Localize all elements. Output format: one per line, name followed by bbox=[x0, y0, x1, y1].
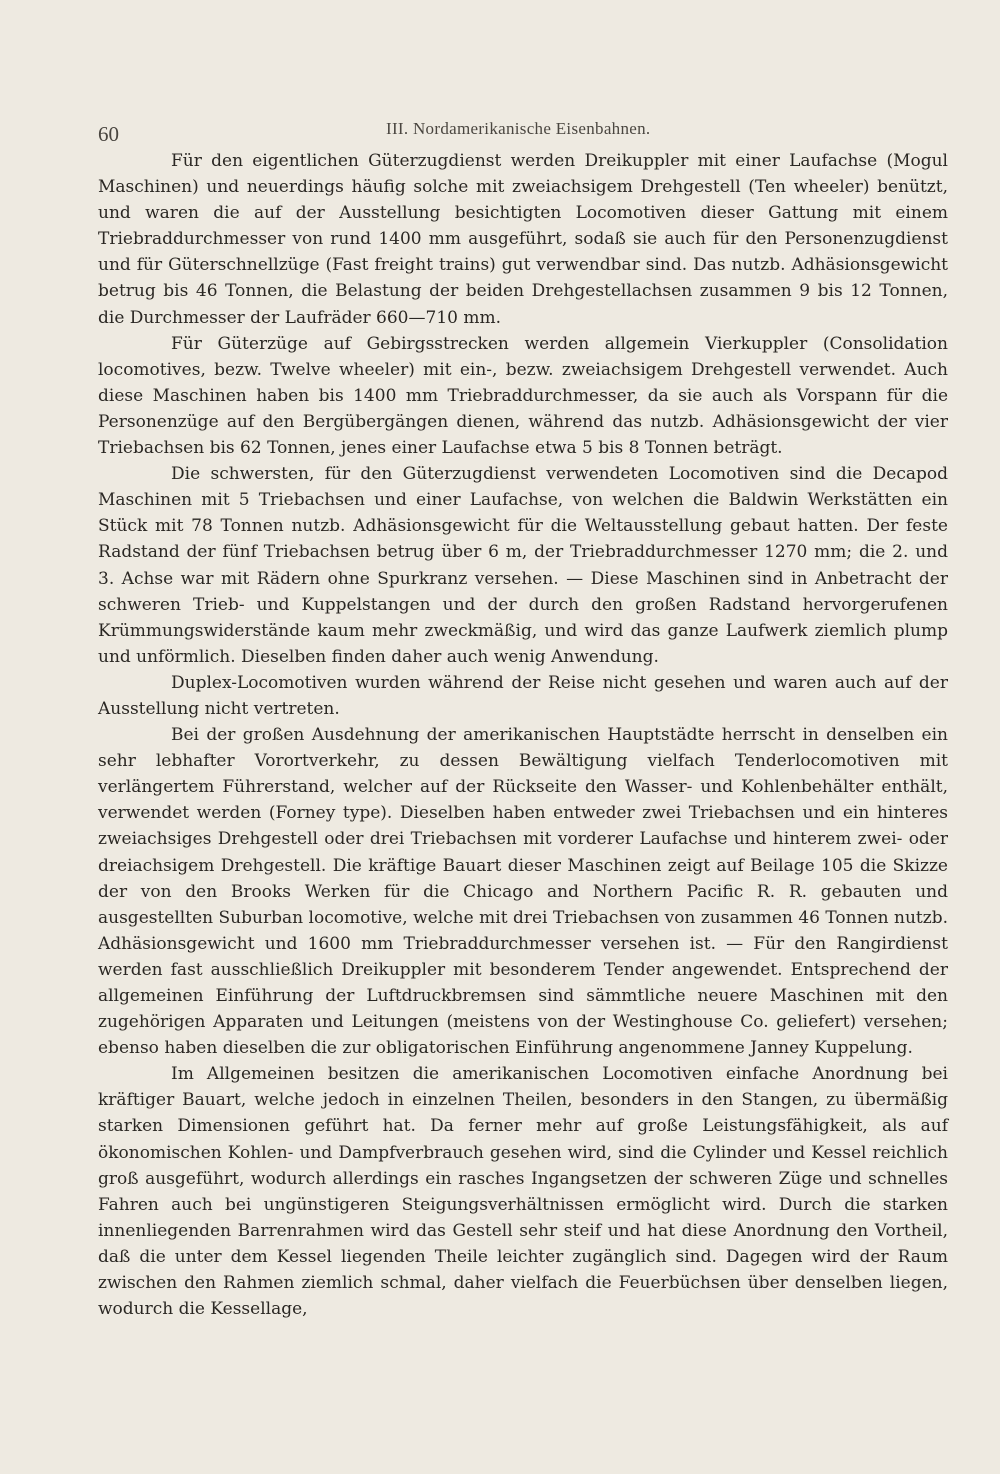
paragraph-freight-locomotives: Für den eigentlichen Güterzugdienst werden Dreikuppler mit einer Laufachse (Mogul Maschinen) und neuerdings häufig solche mit zweiachsigem Drehgestell (Ten wheeler) benützt, und waren die auf der Ausstellung besichtigten Locomotiven dieser Gattung mit einem Triebraddurchmesser von rund 1400 mm ausgeführt, sodaß sie auch für den Personenzugdienst und für Güterschnellzüge (Fast freight trains) gut verwendbar sind. Das nutzb. Adhäsionsgewicht betrug bis 46 Tonnen, die Belastung der beiden Drehgestellachsen zusammen 9 bis 12 Tonnen, die Durchmesser der Laufräder 660—710 mm. bbox=[98, 151, 948, 328]
paragraph-decapod-locomotives: Die schwersten, für den Güterzugdienst verwendeten Locomotiven sind die Decapod Maschinen mit 5 Triebachsen und einer Laufachse, von welchen die Baldwin Werkstätten ein Stück mit 78 Tonnen nutzb. Adhäsionsgewicht für die Weltausstellung gebaut hatten. Der feste Radstand der fünf Triebachsen betrug über 6 m, der Triebraddurchmesser 1270 mm; die 2. und 3. Achse war mit Rädern ohne Spurkranz versehen. — Diese Maschinen sind in Anbetracht der schweren Trieb- und Kuppelstangen und der durch den großen Radstand hervorgerufenen Krümmungswiderstände kaum mehr zweckmäßig, und wird das ganze Laufwerk ziemlich plump und unförmlich. Dieselben finden daher auch wenig Anwendung. bbox=[98, 464, 948, 667]
running-head bbox=[98, 100, 948, 146]
paragraph-duplex-locomotives: Duplex-Locomotiven wurden während der Reise nicht gesehen und waren auch auf der Ausstellung nicht vertreten. bbox=[98, 672, 948, 719]
body-text bbox=[98, 148, 948, 1322]
paragraph-mountain-locomotives: Für Güterzüge auf Gebirgsstrecken werden allgemein Vierkuppler (Consolidation locomotives, bezw. Twelve wheeler) mit ein-, bezw. zweiachsigem Drehgestell verwendet. Auch diese Maschinen haben bis 1400 mm Triebraddurchmesser, da sie auch als Vorspann für die Personenzüge auf den Bergübergängen dienen, während das nutzb. Adhäsionsgewicht der vier Triebachsen bis 62 Tonnen, jenes einer Laufachse etwa 5 bis 8 Tonnen beträgt. bbox=[98, 333, 948, 459]
running-title: III. Nordamerikanische Eisenbahnen. bbox=[386, 119, 651, 138]
paragraph-suburban-traffic: Bei der großen Ausdehnung der amerikanischen Hauptstädte herrscht in denselben ein sehr lebhafter Vorortverkehr, zu dessen Bewältigung vielfach Tenderlocomotiven mit verlängertem Führerstand, welcher auf der Rückseite den Wasser- und Kohlenbehälter enthält, verwendet werden (Forney type). Dieselben haben entweder zwei Triebachsen und ein hinteres zweiachsiges Drehgestell oder drei Triebachsen mit vorderer Laufachse und hinterem zwei- oder dreiachsigem Drehgestell. Die kräftige Bauart dieser Maschinen zeigt auf Beilage 105 die Skizze der von den Brooks Werken für die Chicago and Northern Pacific R. R. gebauten und ausgestellten Suburban locomotive, welche mit drei Triebachsen von zusammen 46 Tonnen nutzb. Adhäsionsgewicht und 1600 mm Triebraddurchmesser versehen ist. — Für den Rangirdienst werden fast ausschließlich Dreikuppler mit besonderem Tender angewendet. Entsprechend der allgemeinen Einführung der Luftdruckbremsen sind sämmtliche neuere Maschinen mit den zugehörigen Apparaten und Leitungen (meistens von der Westinghouse Co. geliefert) versehen; ebenso haben dieselben die zur obligatorischen Einführung angenommene Janney Kuppelung. bbox=[98, 725, 948, 1059]
paragraph-general-design: Im Allgemeinen besitzen die amerikanischen Locomotiven einfache Anordnung bei kräftiger Bauart, welche jedoch in einzelnen Theilen, besonders in den Stangen, zu übermäßig starken Dimensionen geführt hat. Da ferner mehr auf große Leistungsfähigkeit, als auf ökonomischen Kohlen- und Dampfverbrauch gesehen wird, sind die Cylinder und Kessel reichlich groß ausgeführt, wodurch allerdings ein rasches Ingangsetzen der schweren Züge und schnelles Fahren auch bei ungünstigeren Steigungsverhältnissen ermöglicht wird. Durch die starken innenliegenden Barrenrahmen wird das Gestell sehr steif und hat diese Anordnung den Vortheil, daß die unter dem Kessel liegenden Theile leichter zugänglich sind. Dagegen wird der Raum zwischen den Rahmen ziemlich schmal, daher vielfach die Feuerbüchsen über denselben liegen, wodurch die Kessellage, bbox=[98, 1064, 948, 1320]
page-number: 60 bbox=[98, 122, 119, 146]
